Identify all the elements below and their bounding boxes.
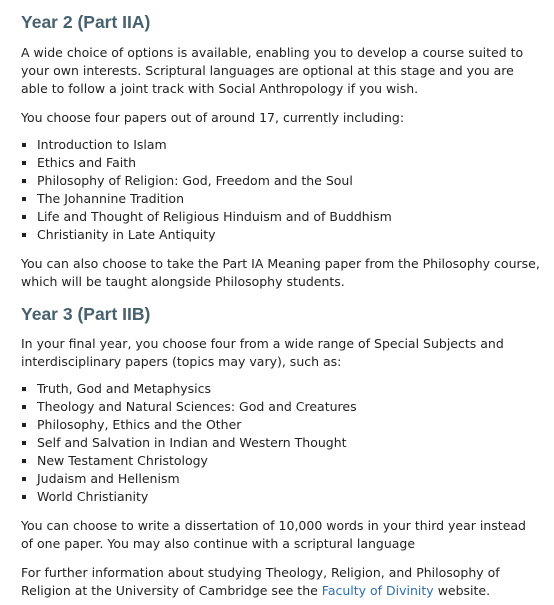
further-info-prefix: For further information about studying Theology, Religion, and Philosophy of Religion at the University of Cambridge see the bbox=[21, 565, 500, 598]
list-item: Ethics and Faith bbox=[21, 154, 541, 172]
list-item: New Testament Christology bbox=[21, 452, 541, 470]
year3-intro: In your final year, you choose four from a wide range of Special Subjects and interdisciplinary papers (topics may vary), such as: bbox=[21, 336, 504, 369]
list-item: Theology and Natural Sciences: God and Creatures bbox=[21, 398, 541, 416]
year2-intro: A wide choice of options is available, enabling you to develop a course suited to your own interests. Scriptural languages are optional at this stage and you are able to follow a joint track with Social Anthropology if you wish. bbox=[21, 45, 524, 96]
year3-paper-list bbox=[21, 380, 541, 506]
further-info-suffix: website. bbox=[433, 583, 491, 598]
year2-choose-text: You choose four papers out of around 17, currently including: bbox=[21, 110, 405, 125]
list-item: Truth, God and Metaphysics bbox=[21, 380, 541, 398]
list-item: Life and Thought of Religious Hinduism and of Buddhism bbox=[21, 208, 541, 226]
list-item: Philosophy of Religion: God, Freedom and the Soul bbox=[21, 172, 541, 190]
year2-heading: Year 2 (Part IIA) bbox=[21, 12, 151, 32]
further-info-paragraph bbox=[21, 564, 541, 600]
list-item: The Johannine Tradition bbox=[21, 190, 541, 208]
year3-heading: Year 3 (Part IIB) bbox=[21, 304, 151, 324]
year2-also-text: You can also choose to take the Part IA Meaning paper from the Philosophy course, which will be taught alongside Philosophy students. bbox=[21, 256, 540, 289]
year2-paper-list bbox=[21, 136, 541, 244]
list-item: Christianity in Late Antiquity bbox=[21, 226, 541, 244]
faculty-of-divinity-link[interactable]: Faculty of Divinity bbox=[321, 583, 434, 598]
list-item: Judaism and Hellenism bbox=[21, 470, 541, 488]
list-item: Philosophy, Ethics and the Other bbox=[21, 416, 541, 434]
year3-dissertation-text: You can choose to write a dissertation of 10,000 words in your third year instead of one paper. You may also continue with a scriptural language bbox=[21, 518, 526, 551]
list-item: Introduction to Islam bbox=[21, 136, 541, 154]
list-item: Self and Salvation in Indian and Western Thought bbox=[21, 434, 541, 452]
list-item: World Christianity bbox=[21, 488, 541, 506]
